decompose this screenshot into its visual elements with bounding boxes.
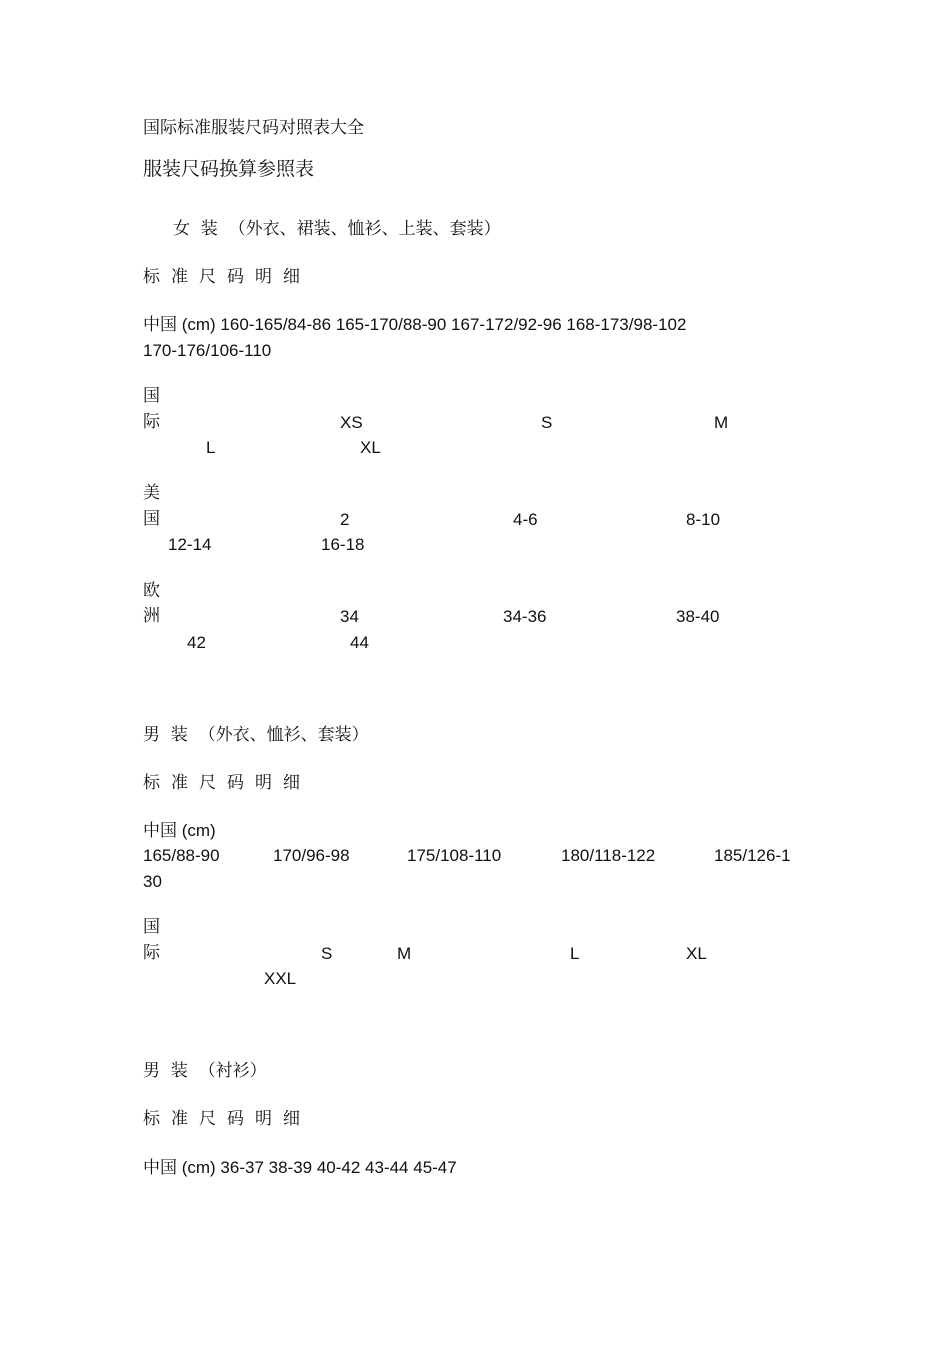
women-us-size: 2 [340, 510, 350, 529]
men-shirt-section-heading: 男 装 （衬衫） [143, 1061, 267, 1081]
men-shirt-standard-size-label: 标准尺码明细 [143, 1109, 311, 1129]
women-intl-size: S [541, 413, 553, 432]
men-outer-china-size: 170/96-98 [273, 846, 350, 865]
women-eu-size: 44 [350, 633, 369, 652]
women-us-label-top: 美 [143, 483, 160, 503]
men-outer-intl-size: XL [686, 944, 707, 963]
women-intl-size: M [714, 413, 729, 432]
women-intl-size: XL [360, 438, 381, 457]
women-us-size: 4-6 [513, 510, 538, 529]
women-eu-size: 34-36 [503, 607, 547, 626]
men-outer-china-label: 中国 (cm) [143, 821, 216, 840]
men-shirt-china-sizes: 中国 (cm) 36-37 38-39 40-42 43-44 45-47 [143, 1158, 457, 1177]
men-outer-standard-size-label: 标准尺码明细 [143, 773, 311, 793]
women-eu-size: 34 [340, 607, 359, 626]
women-china-sizes-line1: 中国 (cm) 160-165/84-86 165-170/88-90 167-172/92-96 168-173/98-102 [143, 315, 687, 334]
women-standard-size-label: 标准尺码明细 [143, 267, 311, 287]
women-eu-size: 42 [187, 633, 206, 652]
women-china-sizes-line2: 170-176/106-110 [143, 341, 272, 360]
men-outer-china-size: 185/126-1 [714, 846, 791, 865]
women-eu-size: 38-40 [676, 607, 720, 626]
women-section-heading: 女 装 （外衣、裙装、恤衫、上装、套装） [173, 219, 501, 239]
men-outer-intl-label-top: 国 [143, 917, 160, 937]
women-us-size: 8-10 [686, 510, 721, 529]
document-subtitle: 服装尺码换算参照表 [143, 158, 315, 180]
women-us-size: 12-14 [168, 535, 212, 554]
women-intl-label-bottom: 际 [143, 412, 160, 432]
men-outer-china-size: 165/88-90 [143, 846, 220, 865]
men-outer-intl-size: XXL [264, 969, 297, 988]
women-eu-label-bottom: 洲 [143, 606, 160, 626]
document-title: 国际标准服装尺码对照表大全 [143, 118, 364, 138]
men-outer-intl-size: M [397, 944, 412, 963]
women-intl-size: L [206, 438, 216, 457]
men-outer-intl-size: L [570, 944, 580, 963]
men-outer-china-size: 180/118-122 [561, 846, 656, 865]
men-outer-section-heading: 男 装 （外衣、恤衫、套装） [143, 725, 369, 745]
women-intl-size: XS [340, 413, 363, 432]
women-us-size: 16-18 [321, 535, 365, 554]
men-outer-intl-size: S [321, 944, 333, 963]
women-eu-label-top: 欧 [143, 581, 160, 601]
men-outer-intl-label-bottom: 际 [143, 943, 160, 963]
men-outer-china-size: 175/108-110 [407, 846, 502, 865]
women-us-label-bottom: 国 [143, 509, 160, 529]
women-intl-label-top: 国 [143, 386, 160, 406]
men-outer-china-size-wrap: 30 [143, 872, 162, 891]
